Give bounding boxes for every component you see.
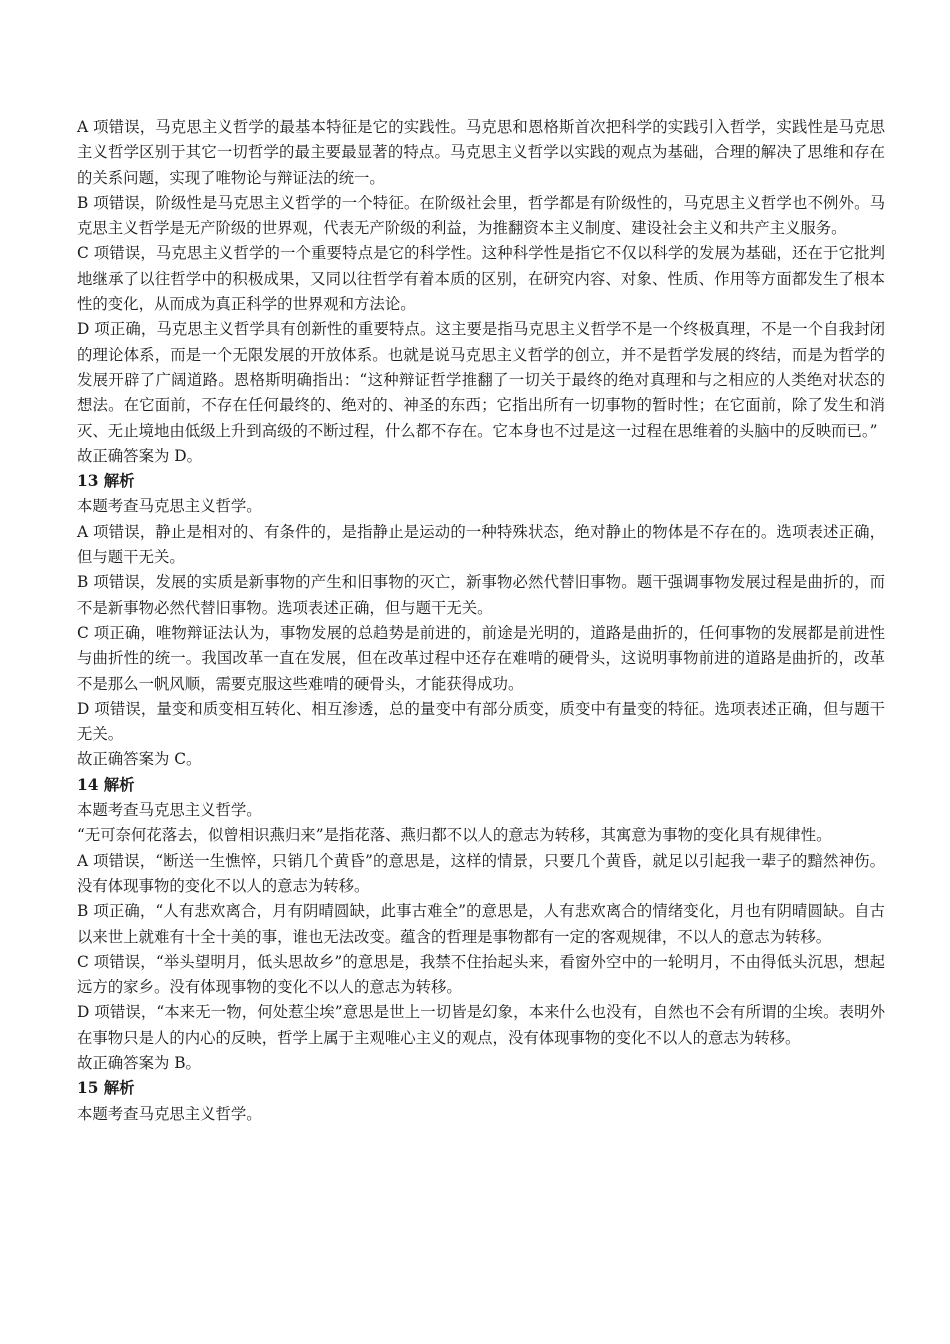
q14-option-d: D 项错误，“本来无一物，何处惹尘埃”意思是世上一切皆是幻象，本来什么也没有，自然也不会有所谓的尘埃。表明外在事物只是人的内心的反映，哲学上属于主观唯心主义的观点，没有体现事物的变化不以人的意志为转移。 — [77, 1003, 885, 1047]
q14-option-c: C 项错误，“举头望明月，低头思故乡”的意思是，我禁不住抬起头来，看窗外空中的一轮明月，不由得低头沉思，想起远方的家乡。没有体现事物的变化不以人的意志为转移。 — [77, 952, 885, 997]
q15-intro: 本题考查马克思主义哲学。 — [77, 1104, 262, 1123]
q14-heading: 14 解析 — [77, 775, 135, 794]
q13-answer: 故正确答案为 C。 — [77, 750, 202, 769]
q12-option-c: C 项错误，马克思主义哲学的一个重要特点是它的科学性。这种科学性是指它不仅以科学的发展为基础，还在于它批判地继承了以往哲学中的积极成果，又同以往哲学有着本质的区别，在研究内容、对象、性质、作用等方面都发生了根本性的变化，从而成为真正科学的世界观和方法论。 — [77, 244, 885, 314]
q15-heading: 15 解析 — [77, 1079, 135, 1098]
q14-intro: 本题考查马克思主义哲学。 — [77, 801, 262, 820]
q12-option-b: B 项错误，阶级性是马克思主义哲学的一个特征。在阶级社会里，哲学都是有阶级性的，马克思主义哲学也不例外。马克思主义哲学是无产阶级的世界观，代表无产阶级的利益，为推翻资本主义制度、建设社会主义和共产主义服务。 — [77, 193, 885, 238]
q13-option-a: A 项错误，静止是相对的、有条件的，是指静止是运动的一种特殊状态，绝对静止的物体是不存在的。选项表述正确，但与题干无关。 — [77, 522, 885, 567]
q14-option-a: A 项错误，“断送一生憔悴，只销几个黄昏”的意思是，这样的情景，只要几个黄昏，就足以引起我一辈子的黯然神伤。没有体现事物的变化不以人的意志为转移。 — [77, 851, 885, 895]
q13-heading: 13 解析 — [77, 472, 135, 491]
q13-option-b: B 项错误，发展的实质是新事物的产生和旧事物的灭亡，新事物必然代替旧事物。题干强调事物发展过程是曲折的，而不是新事物必然代替旧事物。选项表述正确，但与题干无关。 — [77, 573, 885, 617]
q14-answer: 故正确答案为 B。 — [77, 1053, 201, 1072]
q13-option-c: C 项正确，唯物辩证法认为，事物发展的总趋势是前进的，前途是光明的，道路是曲折的，任何事物的发展都是前进性与曲折性的统一。我国改革一直在发展，但在改革过程中还存在难啃的硬骨头，这说明事物前进的道路是曲折的，改革不是那么一帆风顺，需要克服这些难啃的硬骨头，才能获得成功。 — [77, 623, 885, 693]
q13-option-d: D 项错误，量变和质变相互转化、相互渗透，总的量变中有部分质变，质变中有量变的特征。选项表述正确，但与题干无关。 — [77, 699, 885, 744]
q12-option-a: A 项错误，马克思主义哲学的最基本特征是它的实践性。马克思和恩格斯首次把科学的实践引入哲学，实践性是马克思主义哲学区别于其它一切哲学的最主要最显著的特点。马克思主义哲学以实践的观点为基础，合理的解决了思维和存在的关系问题，实现了唯物论与辩证法的统一。 — [77, 118, 885, 187]
document-page — [77, 115, 885, 1127]
q12-answer: 故正确答案为 D。 — [77, 446, 202, 465]
q12-option-d: D 项正确，马克思主义哲学具有创新性的重要特点。这主要是指马克思主义哲学不是一个终极真理，不是一个自我封闭的理论体系，而是一个无限发展的开放体系。也就是说马克思主义哲学的创立，并不是哲学发展的终结，而是为哲学的发展开辟了广阔道路。恩格斯明确指出：“这种辩证哲学推翻了一切关于最终的绝对真理和与之相应的人类绝对状态的想法。在它面前，不存在任何最终的、绝对的、神圣的东西；它指出所有一切事物的暂时性；在它面前，除了发生和消灭、无止境地由低级上升到高级的不断过程，什么都不存在。它本身也不过是这一过程在思维着的头脑中的反映而已。” — [77, 320, 885, 440]
q14-stem: “无可奈何花落去，似曾相识燕归来”是指花落、燕归都不以人的意志为转移，其寓意为事物的变化具有规律性。 — [77, 826, 832, 845]
q13-intro: 本题考查马克思主义哲学。 — [77, 497, 262, 516]
q14-option-b: B 项正确，“人有悲欢离合，月有阴晴圆缺，此事古难全”的意思是，人有悲欢离合的情绪变化，月也有阴晴圆缺。自古以来世上就难有十全十美的事，谁也无法改变。蕴含的哲理是事物都有一定的客观规律，不以人的意志为转移。 — [77, 902, 885, 946]
